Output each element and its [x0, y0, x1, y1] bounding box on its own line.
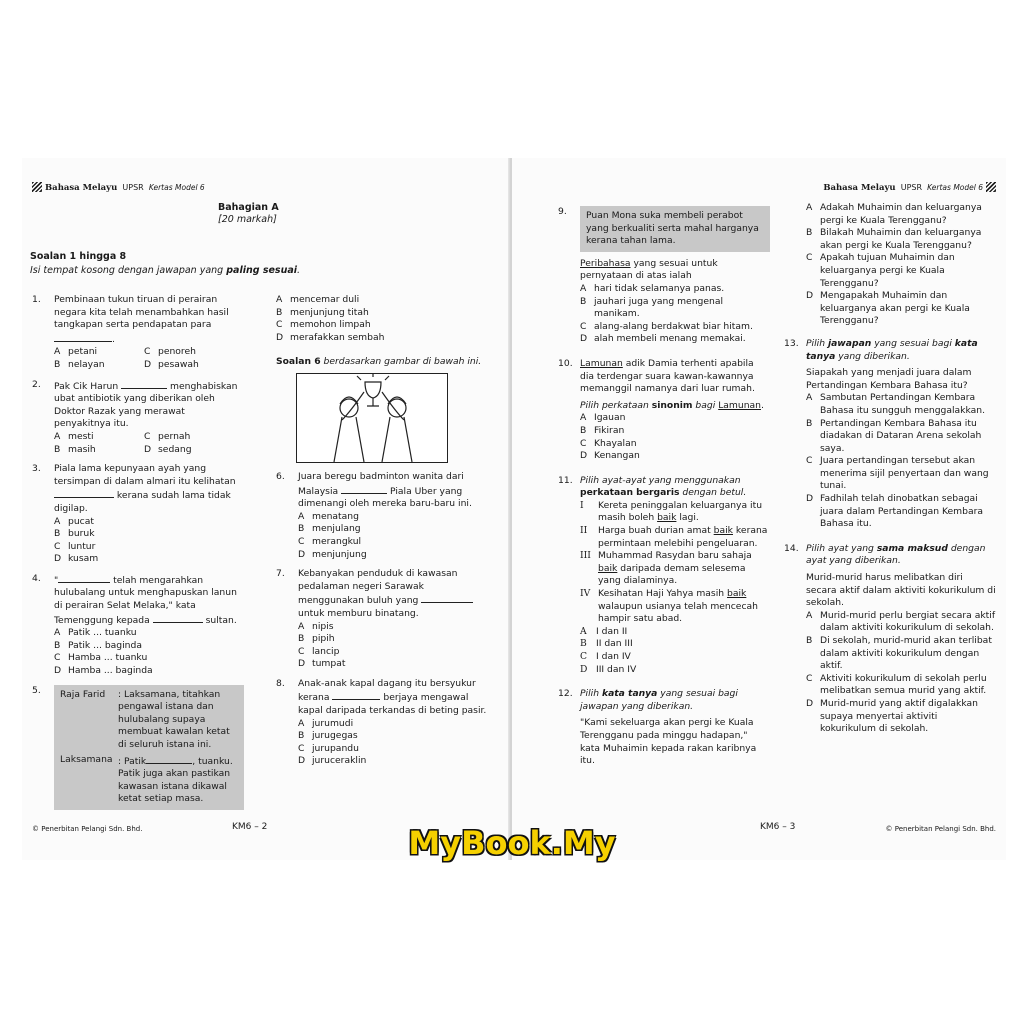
two-girls-holding-trophy-icon: [297, 374, 447, 462]
question-6-intro: Soalan 6 berdasarkan gambar di bawah ini.: [276, 356, 482, 368]
answer-blank: [121, 379, 167, 389]
question-6: 6. Juara beregu badminton wanita dari Malaysia Piala Uber yang dimenangi oleh mereka baru-baru ini. A menatang B menjulang C merangkul D menjunjung: [276, 470, 472, 560]
answer-blank: [153, 613, 203, 623]
question-10: 10. Lamunan adik Damia terhenti apabila dia terdengar suara kawan-kawannya memanggil namanya dari luar rumah. Pilih perkataan sinonim bagi Lamunan. A Igauan B Fikiran C Khayalan D Kenangan: [558, 357, 764, 462]
question-1: 1. Pembinaan tukun tiruan di perairan negara kita telah menambahkan hasil tangkapan serta pendapatan para . A petani C penoreh B nelayan D pesawah: [32, 294, 229, 370]
answer-blank: [54, 332, 112, 342]
question-2: 2. Pak Cik Harun menghabiskan ubat antibiotik yang diberikan oleh Doktor Razak yang merawat penyakitnya itu. A mesti C pernah B masih D sedang: [32, 378, 238, 455]
answer-blank: [421, 593, 473, 603]
right-header: Bahasa Melayu UPSR Kertas Model 6: [823, 182, 996, 193]
question-13: 13. Pilih jawapan yang sesuai bagi kata tanya yang diberikan. Siapakah yang menjadi juara dalam Pertandingan Kembara Bahasa itu? A Sambutan Pertandingan Kembara Bahasa itu sungguh menggalakkan. B Pertandingan Kembara Bahasa itu diadakan di Dataran Arena sekolah saya. C Juara pertandingan tersebut akan menerima sijil penyertaan dan wang tunai. D Fadhilah telah dinobatkan sebagai juara dalam Pertandingan Kembara Bahasa itu.: [784, 337, 989, 530]
section-instructions: Soalan 1 hingga 8 Isi tempat kosong dengan jawapan yang paling sesuai.: [30, 251, 301, 276]
question-7: 7. Kebanyakan penduduk di kawasan pedalaman negeri Sarawak menggunakan buluh yang untuk memburu binatang. A nipis B pipih C lancip D tumpat: [276, 568, 488, 671]
left-column-1: [32, 294, 244, 817]
publisher-credit-left: © Penerbitan Pelangi Sdn. Bhd.: [32, 825, 143, 833]
page-number-right: KM6 – 3: [760, 822, 796, 832]
question-12: 12. Pilih kata tanya yang sesuai bagi jawapan yang diberikan. "Kami sekeluarga akan pergi ke Kuala Terengganu pada minggu hadapan," kata Muhaimin kepada rakan karibnya itu.: [558, 688, 757, 767]
question-4: 4. " telah mengarahkan hulubalang untuk menghapuskan lanun di perairan Selat Melaka," kata Temenggung kepada sultan. A Patik ... tuanku B Patik ... baginda C Hamba ... tuanku D Hamba ... baginda: [32, 572, 237, 677]
right-page: [512, 158, 1006, 860]
question-3: 3. Piala lama kepunyaan ayah yang tersimpan di dalam almari itu kelihatan kerana sudah lama tidak digilap. A pucat B buruk C luntur D kusam: [32, 463, 236, 565]
answer-blank: [58, 573, 110, 583]
trophy-illustration: [296, 373, 448, 463]
publisher-logo-icon: [32, 182, 42, 192]
answer-blank: [146, 754, 192, 764]
left-column-2: [276, 294, 488, 775]
question-11: 11. Pilih ayat-ayat yang menggunakan perkataan bergaris dengan betul. I Kereta peninggalan keluarganya itu masih boleh baik lagi. II Harga buah durian amat baik kerana permintaan melebihi pengeluaran. III Muhammad Rasydan baru sahaja baik daripada demam selesema yang dialaminya. IV Kesihatan Haji Yahya masih baik walaupun usianya telah mencecah hampir satu abad. A I dan II B II dan III C I dan IV D III dan IV: [558, 474, 768, 675]
answer-blank: [332, 690, 380, 700]
left-page: [22, 158, 510, 860]
question-5-options: A mencemar duli B menjunjung titah C memohon limpah D merafakkan sembah: [276, 294, 385, 343]
watermark-brand: MyBook.My: [408, 824, 616, 862]
answer-blank: [54, 488, 114, 498]
book-spread: [0, 158, 1024, 860]
section-heading: Bahagian A [20 markah]: [218, 202, 279, 225]
publisher-credit-right: © Penerbitan Pelangi Sdn. Bhd.: [885, 825, 996, 833]
question-8: 8. Anak-anak kapal dagang itu bersyukur kerana berjaya mengawal kapal daripada terkandas di beting pasir. A jurumudi B jurugegas C jurupandu D juruceraklin: [276, 677, 487, 767]
answer-blank: [341, 484, 387, 494]
statement-box: Puan Mona suka membeli perabot yang berkualiti serta mahal harganya kerana tahan lama.: [580, 206, 770, 252]
publisher-logo-icon: [986, 182, 996, 192]
page-number-left: KM6 – 2: [232, 822, 268, 832]
right-column-2: [784, 202, 996, 743]
question-14: 14. Pilih ayat yang sama maksud dengan ayat yang diberikan. Murid-murid harus melibatkan diri secara aktif dalam aktiviti kokurikulum di sekolah. A Murid-murid perlu bergiat secara aktif dalam aktiviti kokurikulum di sekolah. B Di sekolah, murid-murid akan terlibat dalam aktiviti kokurikulum dengan aktif. C Aktiviti kokurikulum di sekolah perlu melibatkan semua murid yang aktif. D Murid-murid yang aktif digalakkan supaya menyertai aktiviti kokurikulum di sekolah.: [784, 542, 996, 735]
question-5: 5. Raja Farid : Laksamana, titahkan pengawal istana dan hulubalang supaya membuat kawalan ketat di seluruh istana ini. Laksamana : Patik , tuanku. Patik juga akan pastikan kawasan istana dikawal ketat setiap masa.: [32, 685, 244, 810]
question-12-options: A Adakah Muhaimin dan keluarganya pergi ke Kuala Terengganu? B Bilakah Muhaimin dan keluarganya akan pergi ke Kuala Terengganu? C Apakah tujuan Muhaimin dan keluarganya pergi ke Kuala Terengganu? D Mengapakah Muhaimin dan keluarganya akan pergi ke Kuala Terengganu?: [806, 202, 982, 327]
left-header: Bahasa Melayu UPSR Kertas Model 6: [32, 182, 205, 193]
right-column-1: [558, 206, 770, 775]
dialogue-box: Raja Farid : Laksamana, titahkan pengawal istana dan hulubalang supaya membuat kawalan ketat di seluruh istana ini. Laksamana : Patik , tuanku. Patik juga akan pastikan kawasan istana dikawal ketat setiap masa.: [54, 685, 244, 810]
question-9: 9. Puan Mona suka membeli perabot yang berkualiti serta mahal harganya kerana tahan lama. Peribahasa yang sesuai untuk pernyataan di atas ialah A hari tidak selamanya panas. B jauhari juga yang mengenal manikam. C alang-alang berdakwat biar hitam. D alah membeli menang memakai.: [558, 206, 770, 346]
